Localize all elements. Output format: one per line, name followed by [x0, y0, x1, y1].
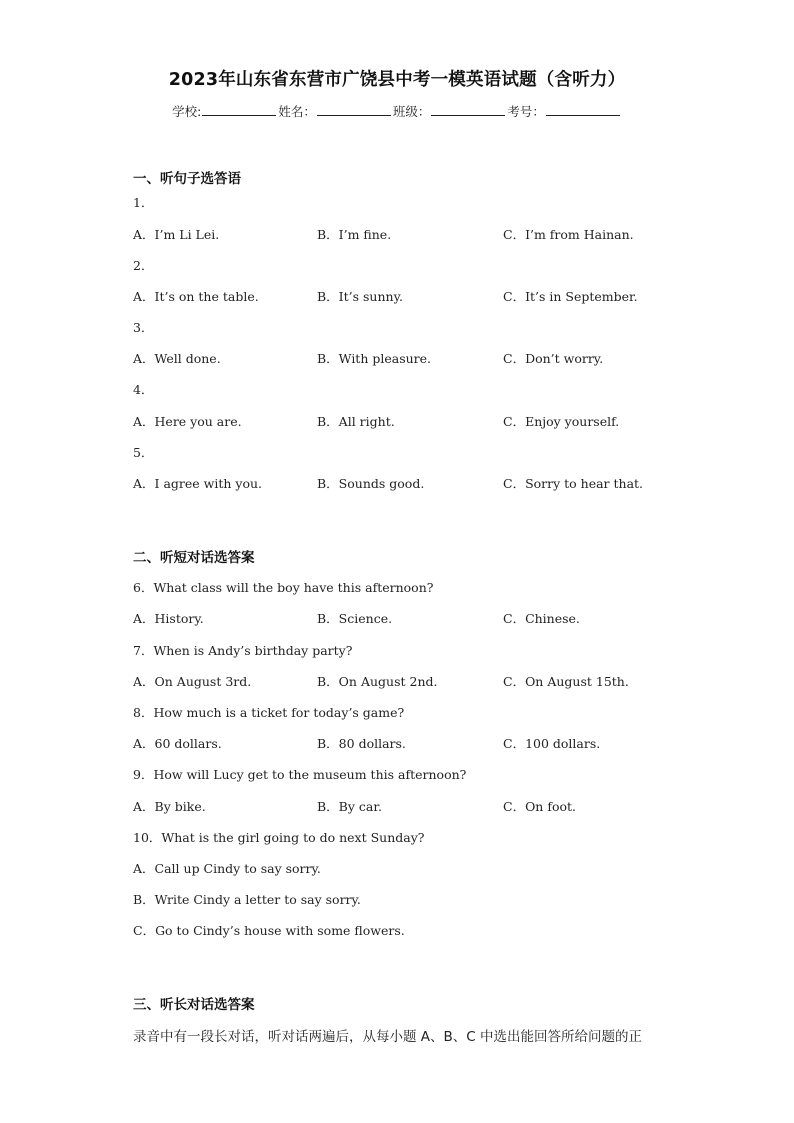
section-heading: 三、听长对话选答案: [133, 997, 255, 1013]
option-a: A．Well done.: [133, 351, 221, 366]
question-number: 3．: [133, 320, 154, 335]
option-row: [133, 349, 733, 367]
option-b: B．I’m fine.: [317, 227, 392, 242]
question-number: 5．: [133, 445, 154, 460]
question-text: 8．How much is a ticket for today’s game?: [133, 705, 405, 720]
option-c: C．Sorry to hear that.: [503, 476, 644, 491]
option-b: B．On August 2nd.: [317, 674, 438, 689]
question-number: 4．: [133, 382, 154, 397]
option-a: A．Call up Cindy to say sorry.: [133, 861, 321, 876]
number-blank[interactable]: [546, 103, 620, 116]
option-row: [133, 412, 733, 430]
section-instructions: 录音中有一段长对话，听对话两遍后，从每小题 A、B、C 中选出能回答所给问题的正: [133, 1029, 643, 1045]
class-label: 班级：: [392, 104, 431, 119]
section-heading: 二、听短对话选答案: [133, 550, 255, 566]
option-row: [133, 225, 733, 243]
option-b: B．With pleasure.: [317, 351, 432, 366]
question-text: 9．How will Lucy get to the museum this afternoon?: [133, 767, 467, 782]
question-text: 10．What is the girl going to do next Sunday?: [133, 830, 425, 845]
option-row: [133, 734, 733, 752]
option-a: A．It’s on the table.: [133, 289, 259, 304]
option-a: A．On August 3rd.: [133, 674, 252, 689]
option-row: [133, 474, 733, 492]
exam-title: 2023年山东省东营市广饶县中考一模英语试题（含听力）: [168, 70, 626, 90]
option-a: A．60 dollars.: [133, 736, 222, 751]
option-b: B．80 dollars.: [317, 736, 406, 751]
option-a: A．History.: [133, 611, 204, 626]
option-c: C．I’m from Hainan.: [503, 227, 634, 242]
question-number: 1．: [133, 195, 154, 210]
option-row: [133, 609, 733, 627]
name-blank[interactable]: [317, 103, 391, 116]
option-c: C．Don’t worry.: [503, 351, 604, 366]
option-b: B．Write Cindy a letter to say sorry.: [133, 892, 361, 907]
option-c: C．Enjoy yourself.: [503, 414, 620, 429]
question-text: 6．What class will the boy have this afternoon?: [133, 580, 434, 595]
option-c: C．Go to Cindy’s house with some flowers.: [133, 923, 405, 938]
option-b: B．Sounds good.: [317, 476, 425, 491]
option-b: B．It’s sunny.: [317, 289, 403, 304]
number-label: 考号：: [507, 104, 545, 119]
section-heading: 一、听句子选答语: [133, 171, 241, 187]
option-b: B．By car.: [317, 799, 382, 814]
option-c: C．Chinese.: [503, 611, 580, 626]
option-c: C．On August 15th.: [503, 674, 629, 689]
option-b: B．Science.: [317, 611, 393, 626]
option-row: [133, 287, 733, 305]
option-c: C．100 dollars.: [503, 736, 601, 751]
question-text: 7．When is Andy’s birthday party?: [133, 643, 353, 658]
option-a: A．I agree with you.: [133, 476, 262, 491]
option-a: A．Here you are.: [133, 414, 242, 429]
option-c: C．On foot.: [503, 799, 577, 814]
name-label: 姓名：: [278, 104, 316, 119]
option-b: B．All right.: [317, 414, 395, 429]
school-label: 学校:: [172, 104, 202, 119]
student-info-line: [0, 102, 794, 120]
class-blank[interactable]: [431, 103, 505, 116]
question-number: 2．: [133, 258, 154, 273]
school-blank[interactable]: [202, 103, 276, 116]
option-a: A．I’m Li Lei.: [133, 227, 220, 242]
option-a: A．By bike.: [133, 799, 206, 814]
option-c: C．It’s in September.: [503, 289, 638, 304]
option-row: [133, 797, 733, 815]
option-row: [133, 672, 733, 690]
